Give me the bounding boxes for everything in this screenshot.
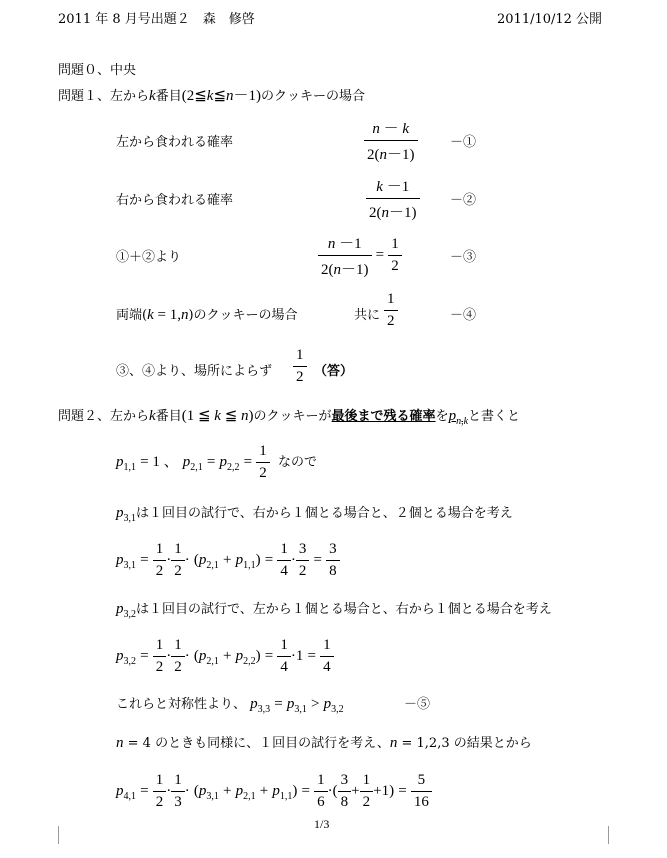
n4-line: n = 4 のときも同様に、１回目の試行を考え、n = 1,2,3 の結果とから [116,735,532,751]
p32-equation: $p_{3,2}$ = $\frac{1}{2}$ · $\frac{1}{2}$ · $(p_{2,1} + p_{2,2})$ = $\frac{1}{4}$ ·1 = $\frac{1}{4}$ [116,637,334,676]
conclusion-label: ③、④より、場所によらず [116,364,273,379]
mark-5: －⑤ [404,697,431,712]
sum-equation: $\frac{n -1}{2(n-1)}$ = $\frac{1}{2}$ [318,232,402,279]
base-values: $p_{1,1} = 1$ 、 $p_{2,1} = p_{2,2}$ = $\frac{1}{2}$ なので [116,443,318,481]
answer-mark: （答） [314,364,354,379]
ends-both: 共に [354,308,381,323]
header-left: 2011 年 8 月号出題２ 森 修啓 [58,12,255,27]
symmetry-line: これらと対称性より、 $p_{3,3} = p_{3,1} > p_{3,2}$ [116,696,344,715]
problem-1-heading: 問題１、左からk番目(2≦k≦n－1)のクッキーの場合 [58,88,366,104]
problem-2-heading: 問題２、左からk番目(1 ≦ k ≦ n)のクッキーが最後まで残る確率を$p_{n,k}$と書くと [58,408,521,427]
mark-4: －④ [450,308,477,323]
right-prob-label: 右から食われる確率 [116,193,234,208]
left-prob-label: 左から食われる確率 [116,135,234,150]
header-right: 2011/10/12 公開 [497,12,603,27]
crop-mark-left [58,826,59,844]
conclusion-fraction: $\frac{1}{2}$ [293,347,307,386]
mark-2: －② [450,193,477,208]
mark-3: －③ [450,250,477,265]
left-prob-fraction: $\frac{n - k}{2(n-1)}$ [364,117,418,164]
mark-1: －① [450,135,477,150]
page-number: 1/3 [314,817,330,831]
problem-0: 問題０、中央 [58,63,137,78]
p32-explanation: $p_{3,2}$は１回目の試行で、左から１個とる場合と、右から１個とる場合を考え [116,601,552,620]
sum-label: ①＋②より [116,250,182,265]
ends-fraction: $\frac{1}{2}$ [384,291,398,330]
right-prob-fraction: $\frac{k -1}{2(n-1)}$ [366,175,420,222]
p41-equation: $p_{4,1}$ = $\frac{1}{2}$ · $\frac{1}{3}$ · $(p_{3,1} + p_{2,1} + p_{1,1})$ = $\frac{1}{6}$ ·( $\frac{3}{8}$ + $\frac{1}{2}$ +1) = $\frac{5}{16}$ [116,772,432,811]
crop-mark-right [608,826,609,844]
p31-equation: $p_{3,1}$ = $\frac{1}{2}$ · $\frac{1}{2}$ · $(p_{2,1} + p_{1,1})$ = $\frac{1}{4}$ · $\frac{3}{2}$ = $\frac{3}{8}$ [116,541,340,580]
ends-label: 両端(k = 1,n)のクッキーの場合 [116,307,298,323]
p31-explanation: $p_{3,1}$は１回目の試行で、右から１個とる場合と、２個とる場合を考え [116,505,513,524]
